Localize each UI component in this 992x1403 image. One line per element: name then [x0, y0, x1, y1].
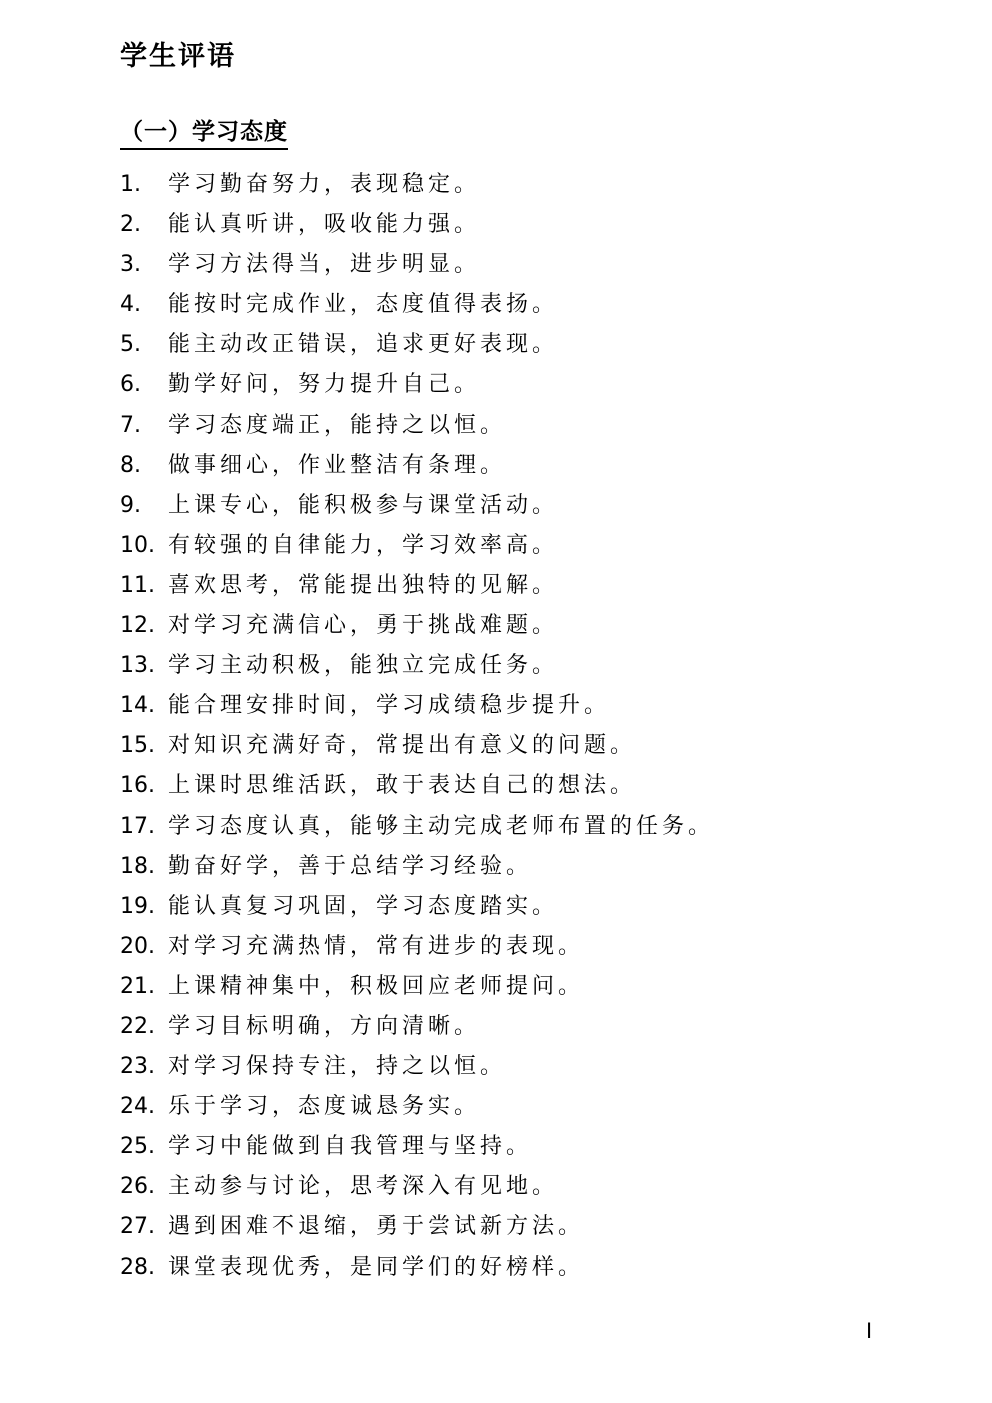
item-number: 4.: [120, 292, 141, 318]
item-text: 主动参与讨论，思考深入有见地。: [168, 1174, 559, 1200]
item-text: 有较强的自律能力，学习效率高。: [168, 532, 559, 558]
item-text: 对知识充满好奇，常提出有意义的问题。: [168, 733, 637, 759]
item-text: 遇到困难不退缩，勇于尝试新方法。: [168, 1214, 585, 1240]
item-number: 7.: [120, 412, 141, 438]
list-item: [120, 325, 714, 365]
list-item: [120, 165, 714, 205]
item-number: 6.: [120, 372, 141, 398]
item-text: 上课专心，能积极参与课堂活动。: [168, 492, 559, 518]
item-text: 上课精神集中，积极回应老师提问。: [168, 973, 585, 999]
item-number: 22.: [120, 1013, 155, 1039]
item-text: 学习态度认真，能够主动完成老师布置的任务。: [168, 813, 715, 839]
list-item: [120, 1047, 714, 1087]
item-number: 17.: [120, 813, 155, 839]
item-text: 能按时完成作业，态度值得表扬。: [168, 292, 559, 318]
list-item: [120, 646, 714, 686]
item-number: 18.: [120, 853, 155, 879]
item-text: 对学习充满热情，常有进步的表现。: [168, 933, 585, 959]
list-item: [120, 807, 714, 847]
item-text: 学习勤奋努力，表现稳定。: [168, 172, 481, 197]
item-text: 勤奋好学，善于总结学习经验。: [168, 853, 533, 879]
list-item: [120, 606, 714, 646]
item-text: 做事细心，作业整洁有条理。: [168, 452, 507, 478]
list-item: [120, 486, 714, 526]
item-number: 9.: [120, 492, 141, 518]
item-text: 上课时思维活跃，敢于表达自己的想法。: [168, 773, 637, 799]
item-text: 能认真听讲，吸收能力强。: [168, 212, 481, 238]
list-item: [120, 1167, 714, 1207]
item-number: 19.: [120, 893, 155, 919]
item-number: 20.: [120, 933, 155, 959]
list-item: [120, 1127, 714, 1167]
item-text: 课堂表现优秀，是同学们的好榜样。: [168, 1254, 585, 1280]
item-number: 8.: [120, 452, 141, 478]
item-number: 12.: [120, 613, 155, 639]
item-text: 能认真复习巩固，学习态度踏实。: [168, 893, 559, 919]
list-item: [120, 1087, 714, 1127]
item-number: 3.: [120, 252, 141, 278]
item-number: 16.: [120, 773, 155, 799]
list-item: [120, 245, 714, 285]
list-item: [120, 1207, 714, 1247]
list-item: [120, 1248, 714, 1288]
list-item: [120, 365, 714, 405]
item-text: 能主动改正错误，追求更好表现。: [168, 332, 559, 358]
item-text: 学习态度端正，能持之以恒。: [168, 412, 507, 438]
list-item: [120, 446, 714, 486]
page-number: I: [866, 1318, 873, 1343]
item-number: 26.: [120, 1174, 155, 1200]
list-item: [120, 526, 714, 566]
item-text: 对学习保持专注，持之以恒。: [168, 1054, 507, 1080]
item-number: 24.: [120, 1094, 155, 1120]
item-text: 学习中能做到自我管理与坚持。: [168, 1134, 533, 1160]
item-number: 11.: [120, 572, 155, 598]
item-text: 学习方法得当，进步明显。: [168, 252, 481, 278]
list-item: [120, 686, 714, 726]
list-item: [120, 927, 714, 967]
item-number: 5.: [120, 332, 141, 358]
item-number: 25.: [120, 1134, 155, 1160]
list-item: [120, 887, 714, 927]
item-number: 14.: [120, 693, 155, 719]
item-number: 27.: [120, 1214, 155, 1240]
list-item: [120, 566, 714, 606]
list-item: [120, 285, 714, 325]
list-item: [120, 726, 714, 766]
comment-list: [120, 165, 714, 1288]
item-text: 学习主动积极，能独立完成任务。: [168, 653, 559, 679]
page-title: 学生评语: [120, 41, 236, 72]
list-item: [120, 766, 714, 806]
list-item: [120, 406, 714, 446]
list-item: [120, 205, 714, 245]
item-number: 28.: [120, 1254, 155, 1280]
section-heading: （一）学习态度: [120, 117, 288, 150]
item-text: 乐于学习，态度诚恳务实。: [168, 1094, 481, 1120]
item-number: 21.: [120, 973, 155, 999]
item-text: 对学习充满信心，勇于挑战难题。: [168, 613, 559, 639]
list-item: [120, 847, 714, 887]
item-number: 10.: [120, 532, 155, 558]
item-text: 学习目标明确，方向清晰。: [168, 1013, 481, 1039]
list-item: [120, 1007, 714, 1047]
item-number: 13.: [120, 653, 155, 679]
item-number: 23.: [120, 1054, 155, 1080]
item-text: 勤学好问，努力提升自己。: [168, 372, 481, 398]
item-number: 2.: [120, 212, 141, 238]
item-number: 15.: [120, 733, 155, 759]
list-item: [120, 967, 714, 1007]
item-number: 1.: [120, 172, 141, 197]
item-text: 能合理安排时间，学习成绩稳步提升。: [168, 693, 611, 719]
item-text: 喜欢思考，常能提出独特的见解。: [168, 572, 559, 598]
